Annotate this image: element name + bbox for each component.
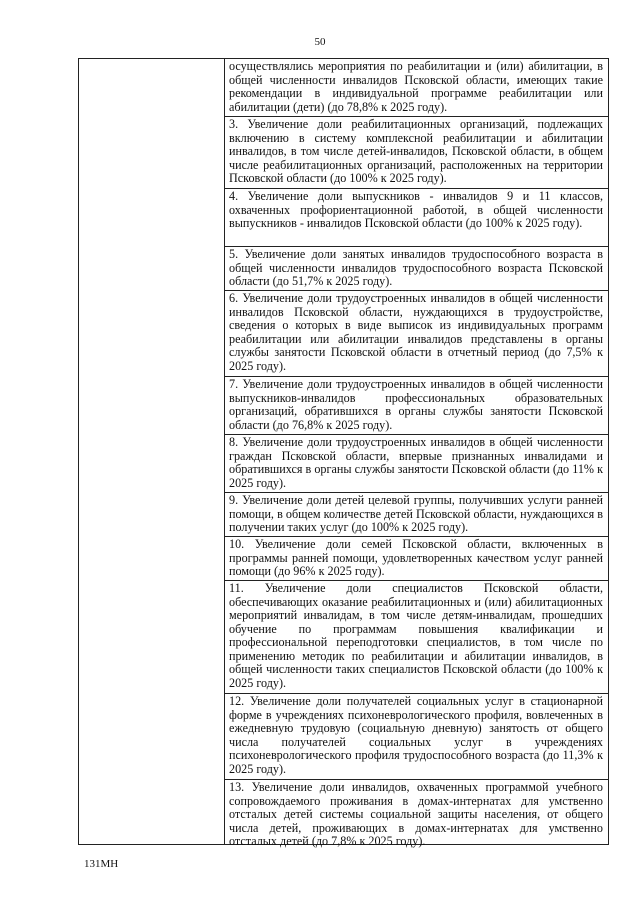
table-row-item-4: 4. Увеличение доли выпускников - инвалидов 9 и 11 классов, охваченных профориентационной работой, в общей численности выпускников - инвалидов Псковской области (до 100% к 2025 году). bbox=[225, 189, 608, 247]
table-row-item-13: 13. Увеличение доли инвалидов, охваченных программой учебного сопровождаемого проживания в домах-интернатах для умственно отсталых детей системы социальной защиты населения, от общего числа детей, проживающих в домах-интернатах для умственно отсталых детей (до 7,8% к 2025 году). bbox=[229, 780, 603, 849]
table-row-item-12: 12. Увеличение доли получателей социальных услуг в стационарной форме в учреждениях психоневрологического профиля, вовлеченных в ежедневную трудовую (социальную дневную) занятость от общего числа получателей социальных услуг в учреждениях психоневрологического профиля трудоспособного возраста (до 11,3% к 2025 году). bbox=[225, 694, 608, 780]
table-row-item-8: 8. Увеличение доли трудоустроенных инвалидов в общей численности граждан Псковской области, впервые признанных инвалидами и обратившихся в органы службы занятости Псковской области (до 11% к 2025 году). bbox=[225, 435, 608, 493]
table-row-item-5: 5. Увеличение доли занятых инвалидов трудоспособного возраста в общей численности инвалидов трудоспособного возраста Псковской области (до 51,7% к 2025 году). bbox=[225, 247, 608, 291]
table-row-item-9: 9. Увеличение доли детей целевой группы, получивших услуги ранней помощи, в общем количестве детей Псковской области, нуждающихся в получении таких услуг (до 100% к 2025 году). bbox=[225, 493, 608, 537]
table-row-item-11: 11. Увеличение доли специалистов Псковской области, обеспечивающих оказание реабилитационных и (или) абилитационных мероприятий инвалидам, в том числе детям-инвалидам, прошедших обучение по программам повышения квалификации и профессиональной переподготовки специалистов, в том числе по применению методик по реабилитации и абилитации инвалидов, в общей численности таких специалистов Псковской области (до 100% к 2025 году). bbox=[225, 581, 608, 694]
table-right-column bbox=[225, 59, 608, 849]
document-table bbox=[78, 58, 609, 849]
table-row-item-7: 7. Увеличение доли трудоустроенных инвалидов в общей численности выпускников-инвалидов профессиональных образовательных организаций, обратившихся в органы службы занятости Псковской области (до 76,8% к 2025 году). bbox=[225, 377, 608, 435]
document-code: 131МН bbox=[84, 858, 119, 870]
table-row-item-10: 10. Увеличение доли семей Псковской области, включенных в программы ранней помощи, удовлетворенных качеством услуг ранней помощи (до 96% к 2025 году). bbox=[225, 537, 608, 581]
page-number: 50 bbox=[314, 36, 326, 48]
table-row-item-2-continued: осуществлялись мероприятия по реабилитации и (или) абилитации, в общей численности инвалидов Псковской области, имеющих такие рекомендации в индивидуальной программе реабилитации или абилитации (дети) (до 78,8% к 2025 году). bbox=[225, 59, 608, 117]
table-row-item-3: 3. Увеличение доли реабилитационных организаций, подлежащих включению в систему комплексной реабилитации и абилитации инвалидов, в том числе детей-инвалидов, Псковской области, в общем числе реабилитационных организаций, расположенных на территории Псковской области (до 100% к 2025 году). bbox=[225, 117, 608, 189]
table-row-item-6: 6. Увеличение доли трудоустроенных инвалидов в общей численности инвалидов Псковской области, нуждающихся в трудоустройстве, сведения о которых в виде выписок из индивидуальных программ реабилитации или абилитации инвалидов представлены в органы службы занятости Псковской области в отчетный период (до 7,5% к 2025 году). bbox=[225, 291, 608, 377]
table-left-column bbox=[79, 59, 225, 844]
